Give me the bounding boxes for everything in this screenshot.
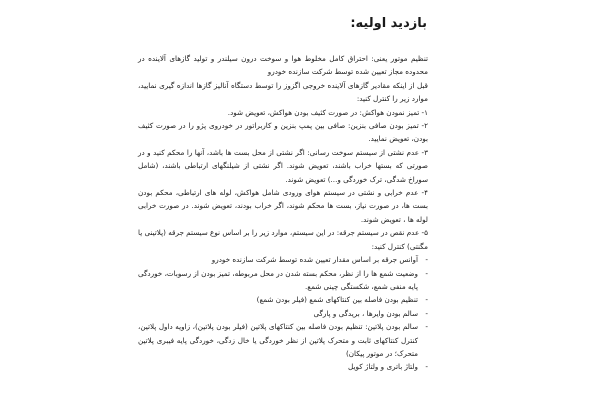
list-item-battery-coil: - ولتاژ باتری و ولتاژ کویل: [138, 360, 428, 373]
numbered-item-air-filter: ۱- تمیز نمودن هواکش: در صورت کثیف بودن هواکش، تعویض شود.: [227, 107, 428, 117]
numbered-item-fuel-filter: ۲- تمیز بودن صافی بنزین: صافی بین پمپ بنزین و کاربراتور در خودروی پژو را در صورت کثیف بودن، تعویض نمایید.: [138, 121, 428, 144]
numbered-item-fuel-leak: ۳- عدم نشتی از سیستم سوخت رسانی: اگر نشتی از محل بست ها باشد، آنها را محکم کنید و در صورتی که بستها خراب باشند، تعویض شوند. اگر نشتی از شیلنگهای ارتباطی باشند، (شامل سوراخ شدگی، ترک خوردگی و...) تعویض شوند.: [138, 147, 428, 184]
list-item-spark-plug-condition: - وضعیت شمع ها را از نظر، محکم بسته شدن در محل مربوطه، تمیز بودن از رسوبات، خوردگی پایه منفی شمع، شکستگی چینی شمع.: [138, 267, 428, 294]
intro-paragraph: تنظیم موتور یعنی: احتراق کامل مخلوط هوا و سوخت درون سیلندر و تولید گازهای آلاینده در محدوده مجاز تعیین شده توسط شرکت سازنده خودرو: [138, 54, 428, 77]
list-item-spark-plug-gap: - تنظیم بودن فاصله بین کنتاکهای شمع (فیلر بودن شمع): [138, 293, 428, 306]
instruction-paragraph: قبل از اینکه مقادیر گازهای آلاینده خروجی اگزوز را توسط دستگاه آنالیز گازها اندازه گیری نمایید، موارد زیر را کنترل کنید:: [138, 80, 428, 104]
numbered-item-air-intake: ۴- عدم خرابی و نشتی در سیستم هوای ورودی شامل هواکش، لوله های ارتباطی، محکم بودن بست ها، در صورت نیاز، بست ها محکم شوند، اگر خراب بودند، تعویض شوند. در صورت خرابی لوله ها ، تعویض شوند.: [138, 188, 428, 224]
numbered-item-ignition: ۵- عدم نقص در سیستم جرقه: در این سیستم، موارد زیر را بر اساس نوع سیستم جرقه (پلاتینی یا مگنتی) کنترل کنید:: [138, 228, 428, 251]
list-item-contact-points: - سالم بودن پلاتین: تنظیم بودن فاصله بین کنتاکهای پلاتین (فیلر بودن پلاتین)، زاویه داول پلاتین، کنترل کنتاکهای ثابت و متحرک پلاتین از نظر خوردگی یا خال زدگی، خوردگی پایه فیبری پلاتین متحرک؛ در موتور پیکان): [138, 320, 428, 360]
section-heading: بازدید اولیه:: [350, 16, 427, 31]
document-body: [138, 52, 428, 374]
list-item-wires: - سالم بودن وایرها ، بریدگی و پارگی: [138, 307, 428, 320]
list-item-ignition-timing: - آوانس جرقه بر اساس مقدار تعیین شده توسط شرکت سازنده خودرو: [138, 253, 428, 266]
